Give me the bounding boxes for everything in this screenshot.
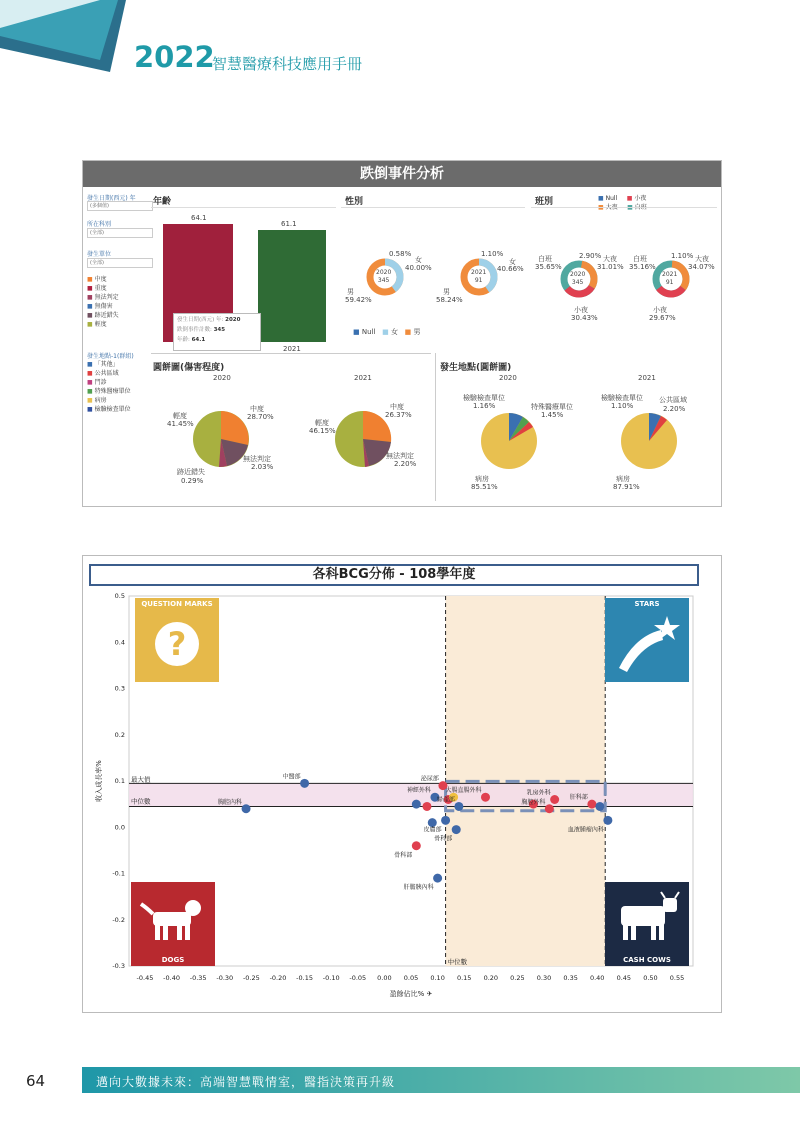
- location-year-2021: 2021: [638, 374, 656, 382]
- severity-2020-moderate-pct: 28.70%: [247, 413, 274, 421]
- location-2020-special: 特殊醫療單位: [531, 403, 573, 411]
- question-marks-quadrant: [135, 598, 219, 682]
- data-point-label: 胸腔外科: [521, 798, 546, 806]
- age-bar-label-2020: 64.1: [191, 214, 207, 222]
- x-tick-label: 0.40: [589, 974, 605, 982]
- legend-item: ■ 「其他」: [87, 361, 119, 368]
- y-tick-label: 0.2: [114, 730, 125, 739]
- data-point: [481, 793, 490, 802]
- legend-item: ■ 重度: [87, 285, 107, 292]
- fall-dashboard-figure: [82, 160, 722, 507]
- header-decoration: [0, 0, 140, 75]
- x-tick-label: -0.10: [322, 974, 340, 982]
- legend-item: ■ 輕度: [87, 321, 107, 328]
- data-point-label: 骨科部: [394, 851, 413, 859]
- x-tick-label: 0.15: [456, 974, 472, 982]
- y-tick-label: 0.5: [114, 592, 125, 600]
- shift-donut-2020-center: 2020 345: [570, 271, 586, 286]
- median-y-label: 中位數: [131, 797, 151, 806]
- age-bar-2021[interactable]: [258, 230, 326, 342]
- location-year-2020: 2020: [499, 374, 517, 382]
- gender-legend: ■ Null ■ 女 ■ 男: [353, 328, 421, 336]
- location-2021-lab-pct: 1.10%: [611, 402, 634, 410]
- x-tick-label: 0.20: [483, 974, 499, 982]
- dogs-label: DOGS: [161, 956, 185, 964]
- gender-2021-null-pct: 1.10%: [481, 250, 504, 258]
- y-tick-label: 0.0: [114, 823, 125, 832]
- dashboard-title: 跌倒事件分析: [83, 161, 721, 187]
- gender-2020-male-pct: 59.42%: [345, 296, 372, 304]
- shift-donut-2021-center: 2021 91: [662, 271, 678, 286]
- legend-item: ■ 無法判定: [87, 294, 119, 301]
- shift-2021-day-pct: 35.16%: [629, 263, 656, 271]
- location-2020-lab: 檢驗檢查單位: [463, 394, 505, 402]
- severity-2020-moderate: 中度: [250, 405, 264, 413]
- location-2021-public-pct: 2.20%: [663, 405, 686, 413]
- shift-2021-night-pct: 34.07%: [688, 263, 715, 271]
- x-axis-title: 盈餘佔比% ✈: [389, 990, 433, 998]
- location-panel-title: 發生地點(圓餅圖): [440, 363, 512, 373]
- gender-panel-title: 性別: [345, 197, 364, 207]
- filter-unit-label: 發生單位: [87, 251, 112, 258]
- legend-item: ■ 檢驗檢查單位: [87, 406, 131, 413]
- data-point: [412, 800, 421, 809]
- shift-2020-night: 大夜: [603, 255, 617, 263]
- question-marks-label: QUESTION MARKS: [141, 600, 213, 608]
- location-pie-2020[interactable]: [479, 411, 539, 471]
- gender-donut-2021-center: 2021 91: [471, 269, 487, 284]
- x-tick-label: 0.25: [510, 974, 525, 982]
- legend-item: ■ 門診: [87, 379, 107, 386]
- data-point: [454, 802, 463, 811]
- severity-2020-undetermined-pct: 2.03%: [251, 463, 274, 471]
- legend-item: ■ 病房: [87, 397, 107, 404]
- stars-label: STARS: [634, 600, 660, 608]
- filter-unit-select[interactable]: (全部): [87, 258, 153, 268]
- severity-panel-title: 圓餅圖(傷害程度): [153, 363, 225, 373]
- x-tick-label: -0.35: [189, 974, 207, 982]
- x-tick-label: 0.55: [669, 974, 685, 982]
- gender-2020-female: 女: [415, 256, 422, 264]
- severity-2020-undetermined: 無法判定: [243, 455, 271, 463]
- header-title: 智慧醫療科技應用手冊: [212, 55, 363, 73]
- stars-quadrant: [605, 598, 689, 682]
- shift-panel-title: 班別: [535, 197, 554, 207]
- data-point: [545, 804, 554, 813]
- dogs-quadrant: [131, 882, 215, 966]
- data-point: [452, 825, 461, 834]
- gender-2020-female-pct: 40.00%: [405, 264, 432, 272]
- filter-dept-select[interactable]: (全部): [87, 228, 153, 238]
- gender-2021-male-pct: 58.24%: [436, 296, 463, 304]
- data-point: [300, 779, 309, 788]
- severity-2020-mild-pct: 41.45%: [167, 420, 194, 428]
- x-tick-label: -0.05: [349, 974, 367, 982]
- shooting-star-icon: [605, 608, 689, 678]
- data-point: [550, 795, 559, 804]
- cow-icon: [605, 882, 689, 952]
- data-point-label: 骨科部: [434, 835, 453, 843]
- shift-2020-evening: 小夜: [574, 306, 588, 314]
- severity-legend: [87, 275, 119, 329]
- location-legend-title: 發生地點-1(群組): [87, 353, 134, 360]
- severity-pie-2020[interactable]: [191, 409, 251, 469]
- svg-text:?: ?: [167, 625, 187, 663]
- data-point: [595, 802, 604, 811]
- x-tick-label: -0.25: [242, 974, 260, 982]
- max-line-label: 最大值: [131, 775, 151, 784]
- severity-2021-mild: 輕度: [315, 419, 329, 427]
- age-bar-label-2021: 61.1: [281, 220, 297, 228]
- data-point-label: 肝膽胰內科: [403, 884, 434, 892]
- header-year: 2022: [134, 40, 215, 74]
- bcg-title: 各科BCG分佈 - 108學年度: [89, 564, 699, 586]
- x-tick-label: -0.45: [136, 974, 154, 982]
- shift-2020-evening-pct: 30.43%: [571, 314, 598, 322]
- x-tick-label: -0.15: [296, 974, 313, 982]
- severity-2020-nearmiss-pct: 0.29%: [181, 477, 204, 485]
- cash-cows-label: CASH COWS: [623, 956, 671, 964]
- data-point-label: 胸腔內科: [218, 798, 243, 806]
- location-2020-special-pct: 1.45%: [541, 411, 564, 419]
- data-point-label: 乳房外科: [526, 789, 551, 797]
- bcg-figure: [82, 555, 722, 1013]
- legend-item: ■ 無傷害: [87, 303, 113, 310]
- x-tick-label: 0.45: [616, 974, 632, 982]
- data-point-label: 婦產部: [436, 796, 455, 804]
- filter-year-label: 發生日期(西元) 年: [87, 195, 136, 202]
- x-tick-label: 0.50: [643, 974, 658, 982]
- gender-2021-female-pct: 40.66%: [497, 265, 524, 273]
- filter-dept-label: 所在科別: [87, 221, 112, 228]
- location-pie-2021[interactable]: [619, 411, 679, 471]
- location-legend: [87, 360, 131, 414]
- data-point-label: 皮膚部: [423, 826, 442, 834]
- y-tick-label: 0.3: [114, 684, 125, 693]
- shift-2021-night: 大夜: [695, 255, 709, 263]
- gender-2021-female: 女: [509, 258, 516, 266]
- x-tick-label: 0.35: [563, 974, 578, 982]
- shift-2021-day: 白班: [633, 255, 647, 263]
- location-2021-public: 公共區域: [659, 396, 687, 404]
- gender-2021-male: 男: [443, 288, 450, 296]
- filter-year-select[interactable]: (多個值): [87, 201, 153, 211]
- shift-legend: ■ Null ■ 小夜: [598, 195, 647, 202]
- location-2021-ward-pct: 87.91%: [613, 483, 640, 491]
- gender-donut-2020-center: 2020 345: [376, 269, 392, 284]
- severity-year-2021: 2021: [354, 374, 372, 382]
- x-tick-label: -0.40: [163, 974, 180, 982]
- severity-2021-undetermined-pct: 2.20%: [394, 460, 417, 468]
- page-number: 64: [26, 1072, 46, 1090]
- shift-2020-day-pct: 35.65%: [535, 263, 562, 271]
- shift-2021-evening: 小夜: [653, 306, 667, 314]
- age-panel-title: 年齡: [153, 197, 172, 207]
- y-tick-label: -0.2: [112, 915, 125, 924]
- data-point: [242, 804, 251, 813]
- data-point: [441, 816, 450, 825]
- question-icon: [135, 608, 219, 678]
- gender-2020-null-pct: 0.58%: [389, 250, 412, 258]
- data-point-label: 大腸直腸外科: [445, 787, 482, 795]
- x-tick-label: -0.30: [216, 974, 234, 982]
- x-tick-label: -0.20: [269, 974, 287, 982]
- shift-2020-null-pct: 2.90%: [579, 252, 602, 260]
- data-point-label: 泌尿部: [420, 775, 439, 783]
- shift-2020-day: 白班: [538, 255, 552, 263]
- y-tick-label: -0.1: [112, 869, 125, 878]
- cash-cows-quadrant: [605, 882, 689, 966]
- footer-text: 邁向大數據未來：高端智慧戰情室，醫指決策再升級: [96, 1075, 396, 1089]
- severity-2021-mild-pct: 46.15%: [309, 427, 336, 435]
- legend-item: ■ 特殊醫療單位: [87, 388, 131, 395]
- y-tick-label: 0.4: [114, 638, 125, 647]
- x-tick-label: 0.10: [430, 974, 445, 982]
- location-2020-ward: 病房: [475, 475, 489, 483]
- data-point: [412, 841, 421, 850]
- legend-item: ■ 公共區域: [87, 370, 119, 377]
- severity-year-2020: 2020: [213, 374, 231, 382]
- shift-2021-evening-pct: 29.67%: [649, 314, 676, 322]
- data-point-label: 肝科部: [569, 794, 588, 802]
- location-2021-lab: 檢驗檢查單位: [601, 394, 643, 402]
- severity-2020-nearmiss: 跡近錯失: [177, 468, 205, 476]
- shift-2021-null-pct: 1.10%: [671, 252, 694, 260]
- age-tooltip: 發生日期(西元) 年: 2020 跌倒事件計數: 345 年齡: 64.1: [173, 313, 261, 351]
- age-axis-2021: 2021: [283, 345, 301, 353]
- shift-2020-night-pct: 31.01%: [597, 263, 624, 271]
- x-tick-label: 0.30: [536, 974, 552, 982]
- y-tick-label: -0.3: [112, 962, 125, 970]
- severity-pie-2021[interactable]: [333, 409, 393, 469]
- location-2020-lab-pct: 1.16%: [473, 402, 496, 410]
- x-tick-label: 0.00: [377, 974, 392, 982]
- gender-2020-male: 男: [347, 288, 354, 296]
- data-point-label: 神經外科: [406, 787, 431, 795]
- location-2021-ward: 病房: [616, 475, 630, 483]
- data-point: [433, 874, 442, 883]
- y-axis-title: 收入成長率%: [95, 760, 103, 802]
- data-point: [587, 800, 596, 809]
- x-tick-label: 0.05: [403, 974, 419, 982]
- data-point: [422, 802, 431, 811]
- median-x-label: 中位數: [447, 958, 468, 966]
- dog-icon: [131, 882, 215, 952]
- location-2020-ward-pct: 85.51%: [471, 483, 498, 491]
- data-point-label: 中醫部: [282, 773, 301, 781]
- severity-2021-undetermined: 無法判定: [386, 452, 414, 460]
- data-point: [603, 816, 612, 825]
- severity-2021-moderate-pct: 26.37%: [385, 411, 412, 419]
- severity-2021-moderate: 中度: [390, 403, 404, 411]
- legend-item: ■ 中度: [87, 276, 107, 283]
- data-point-label: 血液腫瘤內科: [567, 826, 604, 834]
- y-tick-label: 0.1: [114, 777, 125, 785]
- legend-item: ■ 跡近錯失: [87, 312, 119, 319]
- severity-2020-mild: 輕度: [173, 412, 187, 420]
